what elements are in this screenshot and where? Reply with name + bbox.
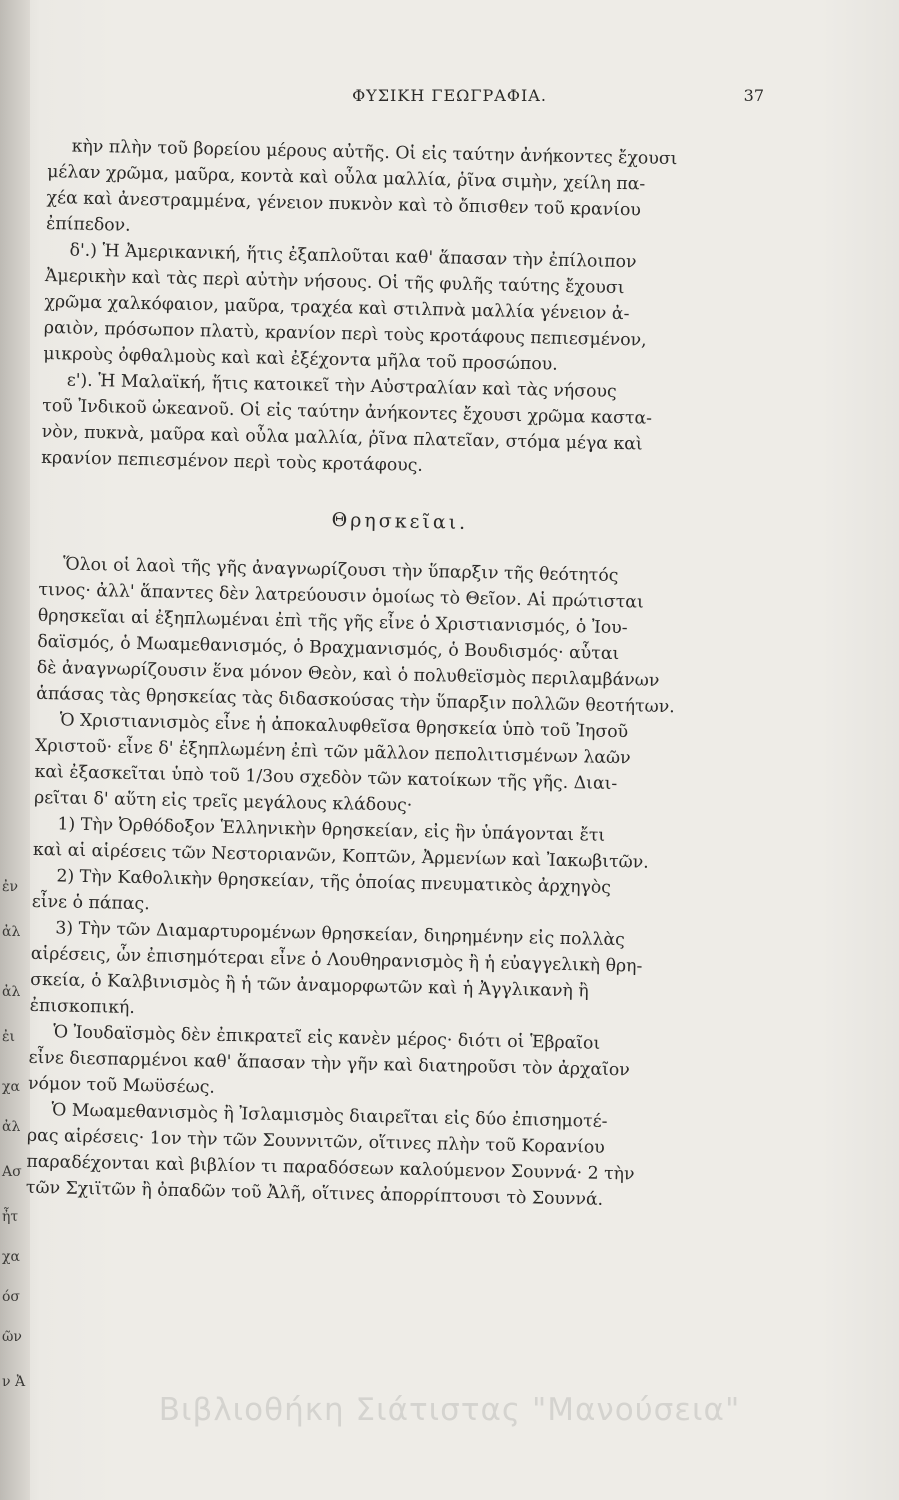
text-line: Ὅλοι οἱ λαοὶ τῆς γῆς ἀναγνωρίζουσι τὴν ὕπαρξιν τῆς θεότητός — [62, 554, 619, 587]
section-heading: Θρησκεῖαι. — [331, 509, 469, 534]
text-line: ἐπισκοπική. — [29, 995, 136, 1019]
text-line: 2) Τὴν Καθολικὴν θρησκείαν, τῆς ὁποίας πνευματικὸς ἀρχηγὸς — [56, 866, 612, 898]
margin-fragment: ἀλ — [2, 924, 21, 940]
text-line: ἐπίπεδον. — [45, 213, 131, 236]
text-line: Ὁ Ἰουδαϊσμὸς δὲν ἐπικρατεῖ εἰς κανὲν μέρος· διότι οἱ Ἑβραῖοι — [52, 1022, 601, 1054]
text-line: ρεῖται δ' αὕτη εἰς τρεῖς μεγάλους κλάδους· — [33, 787, 413, 816]
text-line: ρας αἱρέσεις· 1ον τὴν τῶν Σουννιτῶν, οἵτινες πλὴν τοῦ Κορανίου — [26, 1125, 605, 1158]
paragraph — [36, 551, 759, 722]
text-line: καὶ αἱ αἱρέσεις τῶν Νεστοριανῶν, Κοπτῶν, Ἀρμενίων καὶ Ἰακωβιτῶν. — [32, 839, 649, 873]
paragraph — [28, 1019, 749, 1112]
text-line: χρῶμα χαλκόφαιον, μαῦρα, τραχέα καὶ στιλπνὰ μαλλία γένειον ἀ- — [44, 291, 630, 325]
text-line: παραδέχονται καὶ βιβλίον τι παραδόσεων καλούμενον Σουννά· 2 τὴν — [26, 1151, 635, 1185]
margin-fragment: ἐι — [2, 1029, 16, 1045]
paragraph — [26, 1097, 748, 1216]
text-line: Χριστοῦ· εἶνε δ' ἐξηπλωμένη ἐπὶ τῶν μᾶλλον πεπολιτισμένων λαῶν — [34, 735, 631, 769]
page-header — [0, 86, 899, 110]
paragraphs-bottom — [26, 551, 759, 1216]
text-line: εἶνε ὁ πάπας. — [31, 891, 150, 915]
binding-gutter — [0, 0, 30, 1500]
margin-fragment: χα — [2, 1079, 20, 1095]
margin-fragment: ἐν — [2, 879, 19, 895]
text-line: μέλαν χρῶμα, μαῦρα, κοντὰ καὶ οὖλα μαλλία, ῥῖνα σιμὴν, χείλη πα- — [46, 161, 646, 195]
margin-fragment: ῶν — [2, 1329, 22, 1345]
paragraph — [43, 237, 766, 382]
text-line: δὲ ἀναγνωρίζουσιν ἕνα μόνον Θεὸν, καὶ ὁ πολυθεϊσμὸς περιλαμβάνων — [36, 657, 660, 691]
text-line: Ὁ Μωαμεθανισμὸς ἢ Ἰσλαμισμὸς διαιρεῖται εἰς δύο ἐπισημοτέ- — [51, 1100, 608, 1132]
page-number: 37 — [743, 86, 764, 105]
paragraph — [34, 707, 756, 826]
text-line: Ὁ Χριστιανισμὸς εἶνε ἡ ἀποκαλυφθεῖσα θρησκεία ὑπὸ τοῦ Ἰησοῦ — [59, 710, 629, 743]
text-line: δ'.) Ἡ Ἀμερικανική, ἥτις ἐξαπλοῦται καθ' ἅπασαν τὴν ἐπίλοιπον — [69, 240, 637, 273]
text-line: σκεία, ὁ Καλβινισμὸς ἢ ἡ τῶν ἀναμορφωτῶν καὶ ἡ Ἀγγλικανὴ ἢ — [30, 969, 589, 1002]
text-line: αἱρέσεις, ὧν ἐπισημότεραι εἶνε ὁ Λουθηρανισμὸς ἢ ἡ εὐαγγελικὴ θρη- — [30, 943, 643, 977]
text-line: μικροὺς ὀφθαλμοὺς καὶ καὶ ἐξέχοντα μῆλα τοῦ προσώπου. — [43, 343, 558, 375]
text-line: τοῦ Ἰνδικοῦ ὠκεανοῦ. Οἱ εἰς ταύτην ἀνήκοντες ἔχουσι χρῶμα καστα- — [42, 395, 653, 429]
text-line: κὴν πλὴν τοῦ βορείου μέρους αὐτῆς. Οἱ εἰς ταύτην ἀνήκοντες ἔχουσι — [71, 136, 678, 170]
paragraph — [29, 915, 751, 1034]
margin-fragment: ν Ἀ — [2, 1374, 26, 1390]
paragraphs-top — [41, 133, 768, 486]
margin-fragment: Ασ — [2, 1164, 22, 1180]
text-line: 3) Τὴν τῶν Διαμαρτυρομένων θρησκείαν, διηρημένην εἰς πολλὰς — [55, 918, 626, 951]
paragraph — [46, 133, 768, 252]
margin-fragment: όσ — [2, 1289, 20, 1305]
text-line: νόμον τοῦ Μωϋσέως. — [27, 1073, 216, 1098]
text-line: κρανίον πεπιεσμένον περὶ τοὺς κροτάφους. — [40, 447, 424, 476]
text-line: δαϊσμός, ὁ Μωαμεθανισμός, ὁ Βραχμανισμός, ὁ Βουδισμός· αὗται — [37, 631, 620, 665]
margin-fragment: χα — [2, 1249, 20, 1265]
body-text — [26, 133, 768, 1216]
text-line: ε'). Ἡ Μαλαϊκή, ἥτις κατοικεῖ τὴν Αὐστραλίαν καὶ τὰς νήσους — [66, 370, 617, 402]
margin-fragment: ἀλ — [2, 1119, 21, 1135]
text-line: 1) Τὴν Ὀρθόδοξον Ἑλληνικὴν θρησκείαν, εἰς ἣν ὑπάγονται ἔτι — [57, 814, 606, 846]
text-line: Ἀμερικὴν καὶ τὰς περὶ αὐτὴν νήσους. Οἱ τῆς φυλῆς ταύτης ἔχουσι — [44, 265, 625, 299]
text-line: ραιὸν, πρόσωπον πλατὺ, κρανίον περὶ τοὺς κροτάφους πεπιεσμένον, — [43, 317, 647, 351]
text-line: ἁπάσας τὰς θρησκείας τὰς διδασκούσας τὴν ὕπαρξιν πολλῶν θεοτήτων. — [36, 683, 675, 718]
text-line: νὸν, πυκνὰ, μαῦρα καὶ οὖλα μαλλία, ῥῖνα πλατεῖαν, στόμα μέγα καὶ — [41, 421, 643, 455]
margin-fragment: ἀλ — [2, 984, 21, 1000]
text-line: τῶν Σχιϊτῶν ἢ ὀπαδῶν τοῦ Ἀλῆ, οἵτινες ἀπορρίπτουσι τὸ Σουννά. — [25, 1177, 604, 1210]
margin-fragment: ἦτ — [2, 1209, 19, 1225]
library-watermark: Βιβλιοθήκη Σιάτιστας "Μανούσεια" — [158, 1392, 741, 1428]
text-line: χέα καὶ ἀνεστραμμένα, γένειον πυκνὸν καὶ τὸ ὄπισθεν τοῦ κρανίου — [46, 187, 642, 221]
text-line: τινος· ἀλλ' ἅπαντες δὲν λατρεύουσιν ὁμοίως τὸ Θεῖον. Αἱ πρώτισται — [38, 579, 644, 613]
text-line: εἶνε διεσπαρμένοι καθ' ἅπασαν τὴν γῆν καὶ διατηροῦσι τὸν ἀρχαῖον — [28, 1047, 631, 1081]
text-line: καὶ ἐξασκεῖται ὑπὸ τοῦ 1/3ου σχεδὸν τῶν κατοίκων τῆς γῆς. Διαι- — [34, 761, 618, 795]
paragraph — [41, 367, 763, 486]
running-title: ΦΥΣΙΚΗ ΓΕΩΓΡΑΦΙΑ. — [352, 86, 547, 105]
text-line: θρησκεῖαι αἱ ἐξηπλωμέναι ἐπὶ τῆς γῆς εἶνε ὁ Χριστιανισμός, ὁ Ἰου- — [37, 605, 628, 639]
